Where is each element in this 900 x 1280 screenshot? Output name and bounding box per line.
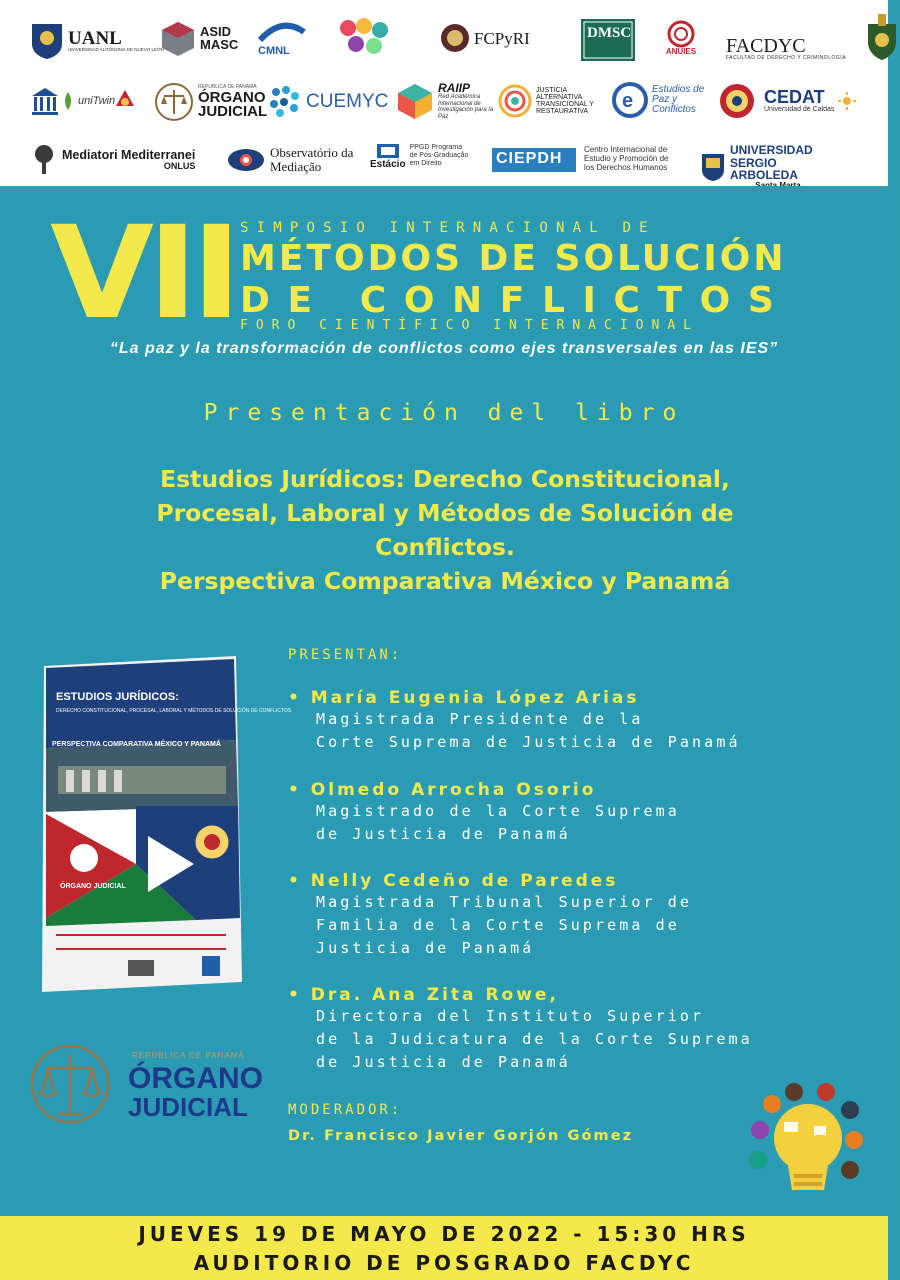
mediatori-sub: ONLUS	[163, 160, 196, 171]
book-title	[60, 462, 830, 598]
presenter-role-line: de Justicia de Panamá	[316, 825, 571, 843]
presenter-name: • Olmedo Arrocha Osorio	[288, 780, 597, 800]
anuies-logo	[664, 18, 698, 56]
title-line-conflicts: DE CONFLICTOS	[240, 280, 792, 321]
cuemyc-dots-icon	[268, 84, 302, 118]
presenter-role-line: Corte Suprema de Justicia de Panamá	[316, 733, 741, 751]
presentation-label: Presentación del libro	[203, 400, 685, 426]
book-title-line: Estudios Jurídicos: Derecho Constitucional,	[160, 465, 730, 493]
fcpyri-name: FCPyRI	[474, 28, 530, 48]
moderator-name: Dr. Francisco Javier Gorjón Gómez	[288, 1128, 634, 1144]
book-title-line: Conflictos.	[375, 533, 515, 561]
ciepdh-name: CIEPDH	[496, 150, 563, 167]
mediatori-tree-icon	[30, 144, 58, 176]
fcpyri-logo	[440, 22, 530, 54]
cedat-logo	[764, 88, 856, 114]
justicia-alternativa-logo	[498, 84, 602, 118]
raiip-name: RAIIP	[438, 81, 471, 95]
presenter-3	[288, 871, 692, 960]
moderator-label: MODERADOR:	[288, 1102, 403, 1118]
facdyc-sub: FACULTAD DE DERECHO Y CRIMINOLOGÍA	[726, 55, 846, 62]
estacio-sub: PPGD Programa de Pós-Graduação em Direito	[409, 144, 469, 167]
colorful-hands-icon	[336, 16, 394, 58]
cuemyc-logo	[268, 84, 388, 118]
lightbulb-icon	[774, 1104, 842, 1172]
arboleda-crest-icon	[700, 152, 726, 182]
cedat-sun-icon	[838, 92, 856, 110]
estudios-e-icon	[612, 82, 648, 118]
edition-numeral: VII	[50, 199, 236, 348]
book-cover-publisher: ÓRGANO JUDICIAL	[60, 883, 126, 890]
book-cover-perspective: PERSPECTIVA COMPARATIVA MÉXICO Y PANAMÁ	[52, 741, 221, 748]
presenter-role-line: Magistrada Tribunal Superior de	[316, 893, 693, 911]
facdyc-logo	[726, 14, 900, 62]
uanl-name: UANL	[68, 28, 122, 50]
mediatori-name: Mediatori Mediterranei	[62, 148, 196, 163]
cuemyc-name: CUEMYC	[306, 90, 389, 112]
justice-scales-icon	[154, 82, 194, 122]
observatorio-eye-icon	[226, 147, 266, 173]
ciepdh-sub-wrap	[584, 146, 680, 172]
title-line-methods: MÉTODOS DE SOLUCIÓN	[240, 238, 787, 279]
observatorio-name: Observatório da Mediação	[270, 145, 354, 174]
anuies-arc-icon	[664, 18, 698, 46]
estacio-name: Estácio	[370, 159, 406, 170]
presenters-label: PRESENTAN:	[288, 647, 403, 663]
organo-small-sub: REPÚBLICA DE PANAMÁ	[198, 84, 257, 90]
organo-judicial-small-logo	[154, 82, 268, 122]
red-emblem-logo	[112, 86, 138, 112]
organo-small-name: ÓRGANO JUDICIAL	[198, 88, 268, 120]
svg-text:e: e	[622, 90, 634, 112]
hands-logo	[336, 16, 394, 58]
book-title-line: Perspectiva Comparativa México y Panamá	[159, 567, 731, 595]
presenter-role-line: de la Judicatura de la Corte Suprema	[316, 1030, 753, 1048]
uanl-crest-icon	[30, 22, 64, 60]
raiip-sub: Red Académica Internacional de Investigación para la Paz	[438, 94, 494, 120]
dmsc-name-wrap	[587, 26, 631, 41]
cedat-sub: Universidad de Caldas	[764, 106, 835, 113]
cmnl-logo	[258, 22, 306, 44]
estudios-paz-logo	[612, 82, 712, 118]
anuies-name: ANUIES	[665, 47, 697, 56]
symposium-line: SIMPOSIO INTERNACIONAL DE	[240, 220, 656, 236]
estacio-icon	[375, 142, 401, 160]
red-seal-logo	[718, 82, 756, 120]
organo-judicial-logo	[28, 1042, 268, 1128]
unesco-temple-icon	[30, 86, 60, 118]
cmnl-name: CMNL	[258, 45, 290, 57]
book-cover-title: ESTUDIOS JURÍDICOS:	[56, 691, 179, 703]
cedat-name: CEDAT	[764, 87, 825, 107]
unitwin-icon	[62, 90, 74, 112]
presenter-1	[288, 688, 741, 754]
justice-scales-icon	[32, 1046, 108, 1122]
organo-line2: JUDICIAL	[128, 1092, 248, 1122]
organo-republic: REPÚBLICA DE PANAMÁ	[132, 1051, 245, 1060]
red-emblem-icon	[112, 86, 138, 112]
forum-line: FORO CIENTÍFICO INTERNACIONAL	[240, 318, 699, 333]
facdyc-crest-icon	[864, 14, 900, 62]
estacio-logo	[370, 142, 472, 170]
organo-line1: ÓRGANO	[128, 1062, 263, 1095]
raiip-cube-icon	[396, 82, 434, 120]
presenter-role-line: Magistrado de la Corte Suprema	[316, 802, 680, 820]
unitwin-name: uniTwin	[78, 94, 116, 107]
arboleda-name: UNIVERSIDAD SERGIO ARBOLEDA	[730, 143, 813, 183]
lightbulb-people-illustration	[744, 1082, 864, 1202]
asid-name: ASID MASC	[200, 24, 239, 52]
red-seal-icon	[718, 82, 756, 120]
presenter-4	[288, 985, 753, 1074]
observatorio-logo	[226, 146, 354, 173]
arboleda-logo	[700, 144, 826, 190]
presenter-role-line: Familia de la Corte Suprema de	[316, 916, 680, 934]
book-cover-subtitle: DERECHO CONSTITUCIONAL, PROCESAL, LABORAL Y MÉTODOS DE SOLUCIÓN DE CONFLICTOS	[56, 708, 292, 714]
ciepdh-sub: Centro Internacional de Estudio y Promoción de los Derechos Humanos	[584, 145, 669, 172]
uanl-logo	[30, 22, 178, 60]
fcpyri-crest-icon	[440, 22, 470, 54]
sponsor-logo-strip	[0, 0, 888, 186]
estudios-name: Estudios de Paz y Conflictos	[652, 84, 705, 115]
event-date-time: JUEVES 19 DE MAYO DE 2022 - 15:30 HRS	[138, 1222, 750, 1246]
facdyc-name: FACDYC	[726, 35, 806, 58]
ciepdh-name-wrap	[496, 151, 562, 167]
justicia-name: JUSTICIA ALTERNATIVA TRANSICIONAL Y RESTAURATIVA	[536, 87, 594, 115]
asid-cube-icon	[160, 20, 196, 56]
mediatori-logo	[30, 144, 195, 176]
presenter-name: • Nelly Cedeño de Paredes	[288, 871, 619, 891]
uanl-sub: UNIVERSIDAD AUTÓNOMA DE NUEVO LEÓN	[68, 47, 164, 53]
presenter-name: • Dra. Ana Zita Rowe,	[288, 985, 559, 1005]
book-title-line: Procesal, Laboral y Métodos de Solución de	[156, 499, 734, 527]
event-venue: AUDITORIO DE POSGRADO FACDYC	[193, 1251, 695, 1275]
unitwin-logo	[62, 90, 115, 112]
book-cover-image	[36, 656, 292, 992]
presenter-role-line: Directora del Instituto Superior	[316, 1007, 705, 1025]
presenter-2	[288, 780, 680, 846]
asid-logo	[160, 20, 238, 56]
justicia-wheel-icon	[498, 84, 532, 118]
presenter-role-line: Justicia de Panamá	[316, 939, 535, 957]
presenter-name: • María Eugenia López Arias	[288, 688, 640, 708]
cmnl-swoosh-icon	[258, 22, 306, 44]
presenter-role-line: de Justicia de Panamá	[316, 1053, 571, 1071]
unesco-logo	[30, 86, 60, 118]
presenter-role-line: Magistrada Presidente de la	[316, 710, 644, 728]
raiip-logo	[396, 82, 498, 120]
cmnl-name-wrap	[258, 46, 290, 57]
dmsc-name: DMSC	[587, 25, 632, 41]
event-motto: “La paz y la transformación de conflictos como ejes transversales en las IES”	[109, 340, 779, 357]
